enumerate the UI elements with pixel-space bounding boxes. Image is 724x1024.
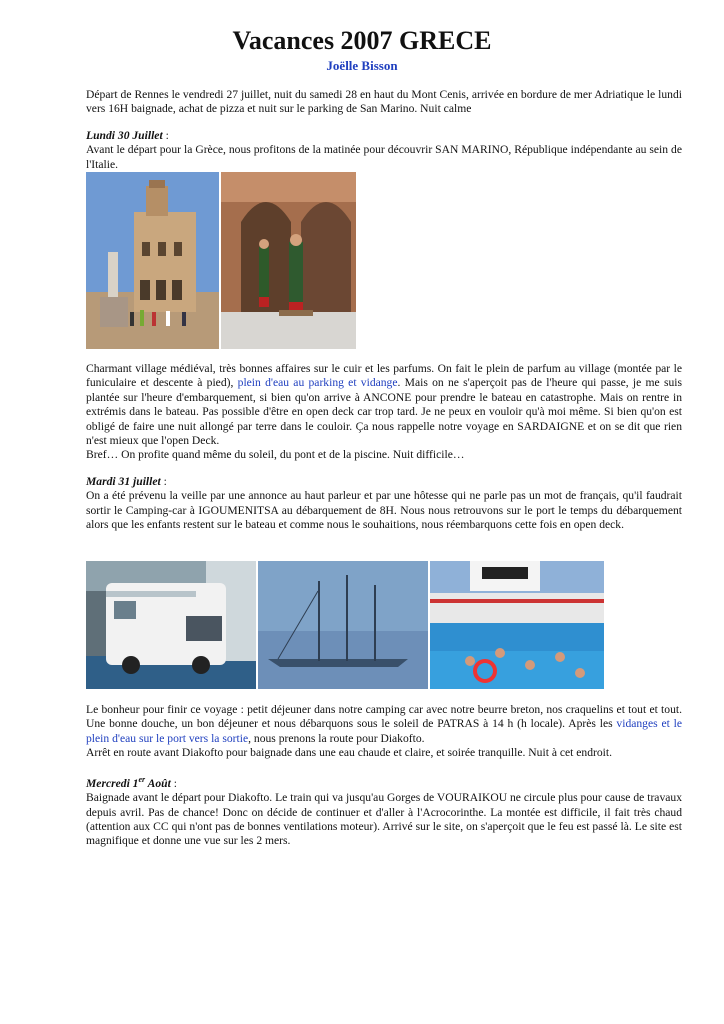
day3-heading-suffix: :: [170, 776, 177, 790]
bonheur-paragraph: [86, 703, 682, 761]
photo-san-marino-palace: [86, 172, 219, 349]
bonheur-link[interactable]: vidanges et le plein d'eau sur le port vers la sortie: [86, 717, 682, 745]
author-name: Joëlle Bisson: [326, 58, 398, 73]
day1-heading: Lundi 30 Juillet: [86, 129, 163, 142]
day2-heading-suffix: :: [160, 475, 167, 488]
village-link[interactable]: plein d'eau au parking et vidange: [237, 376, 398, 390]
day1-section: [86, 129, 682, 172]
village-paragraph: [86, 362, 682, 463]
day1-heading-suffix: :: [162, 129, 169, 142]
bonheur-text-3: Arrêt en route avant Diakofto pour baignade dans une eau chaude et claire, et soirée tranquille. Nuit à cet endroit.: [86, 746, 613, 760]
photo-camping-car-ferry: [86, 561, 256, 689]
day3-heading: [86, 777, 171, 790]
day3-text: Baignade avant le départ pour Diakofto. Le train qui va jusqu'au Gorges de VOURAIKOU ne circule plus pour cause de travaux depuis avril. Pas de chance! Donc on décide de continuer et d'aller à l'Acrocorinthe. La montée est difficile, il fait très chaud (attention aux CC qui n'ont pas de bonnes ventilations moteur). Arrivé sur le site, on s'aperçoit que le feu est passé là. Le site est magnifique et donne une vue sur les 2 mers.: [86, 791, 682, 848]
photo-ferry-pool: [430, 561, 604, 689]
photo-sailing-ship: [258, 561, 428, 689]
day3-heading-pre: Mercredi 1: [86, 776, 139, 790]
village-text-1: Charmant village médiéval, très bonnes affaires sur le cuir et les parfums. On fait le plein de parfum au village (montée par le funiculaire et descente à pied),: [86, 362, 682, 390]
day2-heading: Mardi 31 juillet: [86, 475, 161, 488]
village-text-3: Bref… On profite quand même du soleil, du pont et de la piscine. Nuit difficile…: [86, 448, 465, 462]
bonheur-text-2: , nous prenons la route pour Diakofto.: [248, 731, 425, 745]
day3-section: [86, 773, 682, 849]
photo-palace-guards: [221, 172, 356, 349]
day3-heading-post: Août: [145, 776, 171, 790]
day2-section: [86, 475, 682, 533]
day3-heading-sup: er: [138, 775, 146, 784]
intro-paragraph: Départ de Rennes le vendredi 27 juillet, nuit du samedi 28 en haut du Mont Cenis, arrivée en bordure de mer Adriatique le lundi vers 16H baignade, achat de pizza et nuit sur le parking de San Marino. Nuit calme: [86, 88, 682, 116]
village-text-2: . Mais on ne s'aperçoit pas de l'heure qui passe, je me suis plantée sur l'heure d'embarquement, si bien qu'on arrive à ANCONE pour prendre le bateau en catastrophe. Mais on rentre in extrémis dans le bateau. Pas possible d'être en open deck car trop tard. Je ne peux en vouloir qu'à moi même. Si bien qu'on est obligé de faire une nuit allongé par terre dans le couloir. Ça nous rappelle notre voyage en SARDAIGNE et on se dit que rien n'est mieux que l'open Deck.: [86, 376, 682, 448]
day2-text: On a été prévenu la veille par une annonce au haut parleur et par une hôtesse qui ne parle pas un mot de français, qu'il faudrait sortir le Camping-car à IGOUMENITSA au débarquement de 8H. Nous nous retrouvons sur le port le temps du débarquement alors que les enfants restent sur le bateau et comme nous le souhaitions, nous réembarquons cette fois en open deck.: [86, 489, 682, 532]
day1-text: Avant le départ pour la Grèce, nous profitons de la matinée pour découvrir SAN MARINO, République indépendante au sein de l'Italie.: [86, 143, 682, 171]
document-title: Vacances 2007 GRECE: [232, 26, 492, 55]
bonheur-text-1: Le bonheur pour finir ce voyage : petit déjeuner dans notre camping car avec notre beurre breton, nos craquelins et tout et tout. Une bonne douche, un bon déjeuner et nous débarquons sous le soleil de PATRAS à 14 h (h locale). Après les: [86, 703, 682, 731]
